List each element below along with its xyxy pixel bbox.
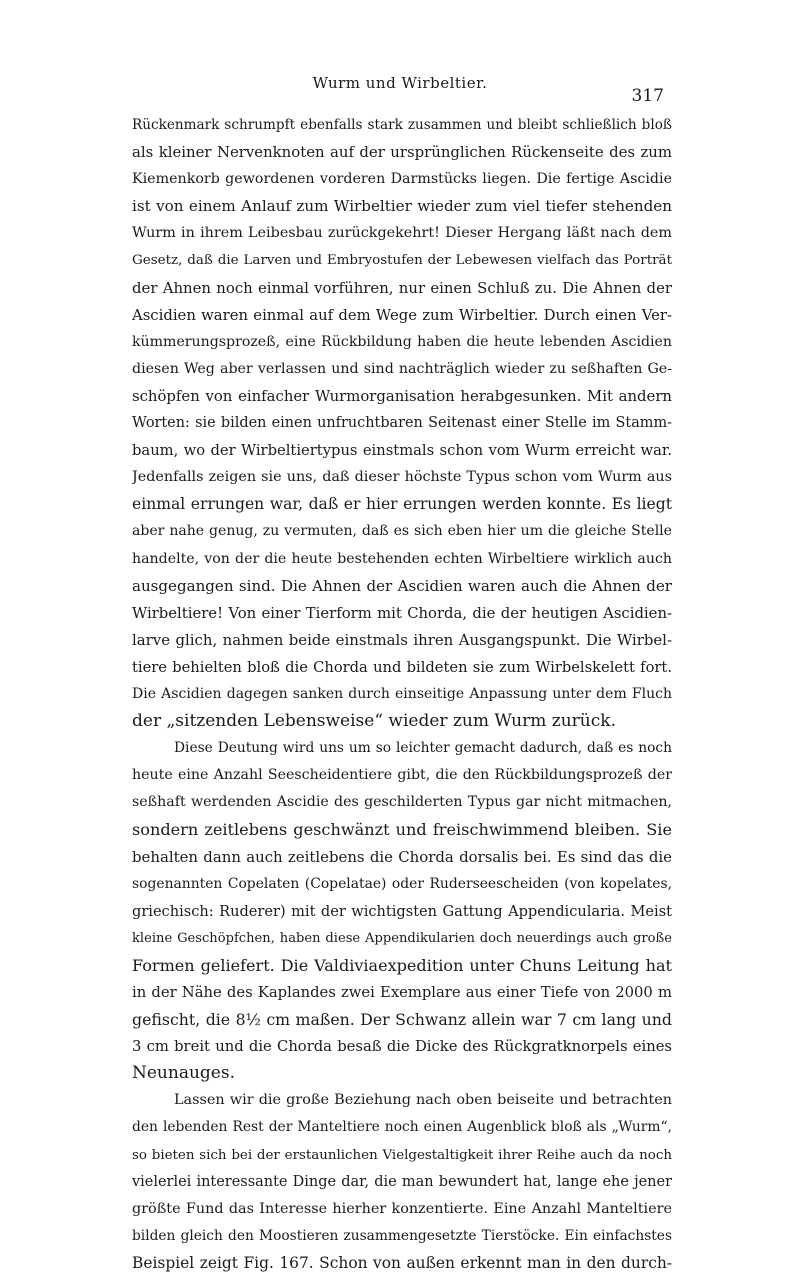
text-line: Die Ascidien dagegen sanken durch einseitige Anpassung unter dem Fluch — [132, 685, 672, 702]
text-line: Wurm in ihrem Leibesbau zurückgekehrt! Dieser Hergang läßt nach dem — [132, 225, 672, 242]
text-line: Formen geliefert. Die Valdiviaexpedition unter Chuns Leitung hat — [132, 955, 672, 975]
running-header: Wurm und Wirbeltier. — [312, 74, 488, 92]
text-line: Ascidien waren einmal auf dem Wege zum Wirbeltier. Durch einen Ver- — [132, 306, 672, 324]
text-line: Worten: sie bilden einen unfruchtbaren Seitenast einer Stelle im Stamm- — [132, 415, 672, 432]
text-line: behalten dann auch zeitlebens die Chorda dorsalis bei. Es sind das die — [132, 847, 672, 866]
text-line: Lassen wir die große Beziehung nach oben beiseite und betrachten — [174, 1092, 672, 1109]
text-line: kümmerungsprozeß, eine Rückbildung haben die heute lebenden Ascidien — [132, 333, 672, 350]
text-line: heute eine Anzahl Seescheidentiere gibt, die den Rückbildungsprozeß der — [132, 767, 672, 784]
text-line: handelte, von der die heute bestehenden echten Wirbeltiere wirklich auch — [132, 550, 672, 567]
text-line: sondern zeitlebens geschwänzt und freischwimmend bleiben. Sie — [132, 820, 672, 840]
text-line: so bieten sich bei der erstaunlichen Vielgestaltigkeit ihrer Reihe auch da noch — [132, 1147, 672, 1163]
text-line: einmal errungen war, daß er hier errungen werden konnte. Es liegt — [132, 495, 672, 514]
text-line: aber nahe genug, zu vermuten, daß es sich eben hier um die gleiche Stelle — [132, 523, 672, 540]
text-line: als kleiner Nervenknoten auf der ursprünglichen Rückenseite des zum — [132, 143, 672, 162]
text-line: sogenannten Copelaten (Copelatae) oder Ruderseescheiden (von kopelates, — [132, 875, 672, 892]
text-line: der Ahnen noch einmal vorführen, nur einen Schluß zu. Die Ahnen der — [132, 278, 672, 297]
text-line: ausgegangen sind. Die Ahnen der Ascidien waren auch die Ahnen der — [132, 576, 672, 595]
body-text — [132, 112, 672, 1277]
text-line: tiere behielten bloß die Chorda und bildeten sie zum Wirbelskelett fort. — [132, 658, 672, 676]
text-line: Jedenfalls zeigen sie uns, daß dieser höchste Typus schon vom Wurm aus — [132, 469, 672, 486]
page-number: 317 — [631, 86, 664, 106]
text-line: Kiemenkorb gewordenen vorderen Darmstücks liegen. Die fertige Ascidie — [132, 171, 672, 188]
text-line: bilden gleich den Moostieren zusammengesetzte Tierstöcke. Ein einfachstes — [132, 1227, 672, 1244]
text-line: kleine Geschöpfchen, haben diese Appendikularien doch neuerdings auch große — [132, 930, 672, 946]
text-line: Diese Deutung wird uns um so leichter gemacht dadurch, daß es noch — [174, 740, 672, 757]
text-line: vielerlei interessante Dinge dar, die man bewundert hat, lange ehe jener — [132, 1173, 672, 1190]
text-line: gefischt, die 8½ cm maßen. Der Schwanz allein war 7 cm lang und — [132, 1010, 672, 1030]
text-line: Rückenmark schrumpft ebenfalls stark zusammen und bleibt schließlich bloß — [132, 117, 672, 133]
text-line: den lebenden Rest der Manteltiere noch einen Augenblick bloß als „Wurm“, — [132, 1119, 672, 1136]
text-line: diesen Weg aber verlassen und sind nachträglich wieder zu seßhaften Ge- — [132, 360, 672, 377]
text-line: ist von einem Anlauf zum Wirbeltier wieder zum viel tiefer stehenden — [132, 197, 672, 216]
text-line: Neunauges. — [132, 1063, 235, 1084]
text-line: der „sitzenden Lebensweise“ wieder zum Wurm zurück. — [132, 711, 616, 732]
text-line: seßhaft werdenden Ascidie des geschilderten Typus gar nicht mitmachen, — [132, 794, 672, 811]
text-line: größte Fund das Interesse hierher konzentierte. Eine Anzahl Manteltiere — [132, 1200, 672, 1217]
text-line: Gesetz, daß die Larven und Embryostufen der Lebewesen vielfach das Porträt — [132, 252, 672, 269]
text-line: griechisch: Ruderer) mit der wichtigsten Gattung Appendicularia. Meist — [132, 902, 672, 920]
text-line: baum, wo der Wirbeltiertypus einstmals schon vom Wurm erreicht war. — [132, 442, 672, 460]
text-line: 3 cm breit und die Chorda besaß die Dicke des Rückgratknorpels eines — [132, 1038, 672, 1056]
text-line: in der Nähe des Kaplandes zwei Exemplare aus einer Tiefe von 2000 m — [132, 984, 672, 1001]
text-line: schöpfen von einfacher Wurmorganisation herabgesunken. Mit andern — [132, 386, 672, 405]
text-line: larve glich, nahmen beide einstmals ihren Ausgangspunkt. Die Wirbel- — [132, 630, 672, 649]
text-line: Beispiel zeigt Fig. 167. Schon von außen erkennt man in den durch- — [132, 1253, 672, 1272]
text-line: Wirbeltiere! Von einer Tierform mit Chorda, die der heutigen Ascidien- — [132, 604, 672, 622]
